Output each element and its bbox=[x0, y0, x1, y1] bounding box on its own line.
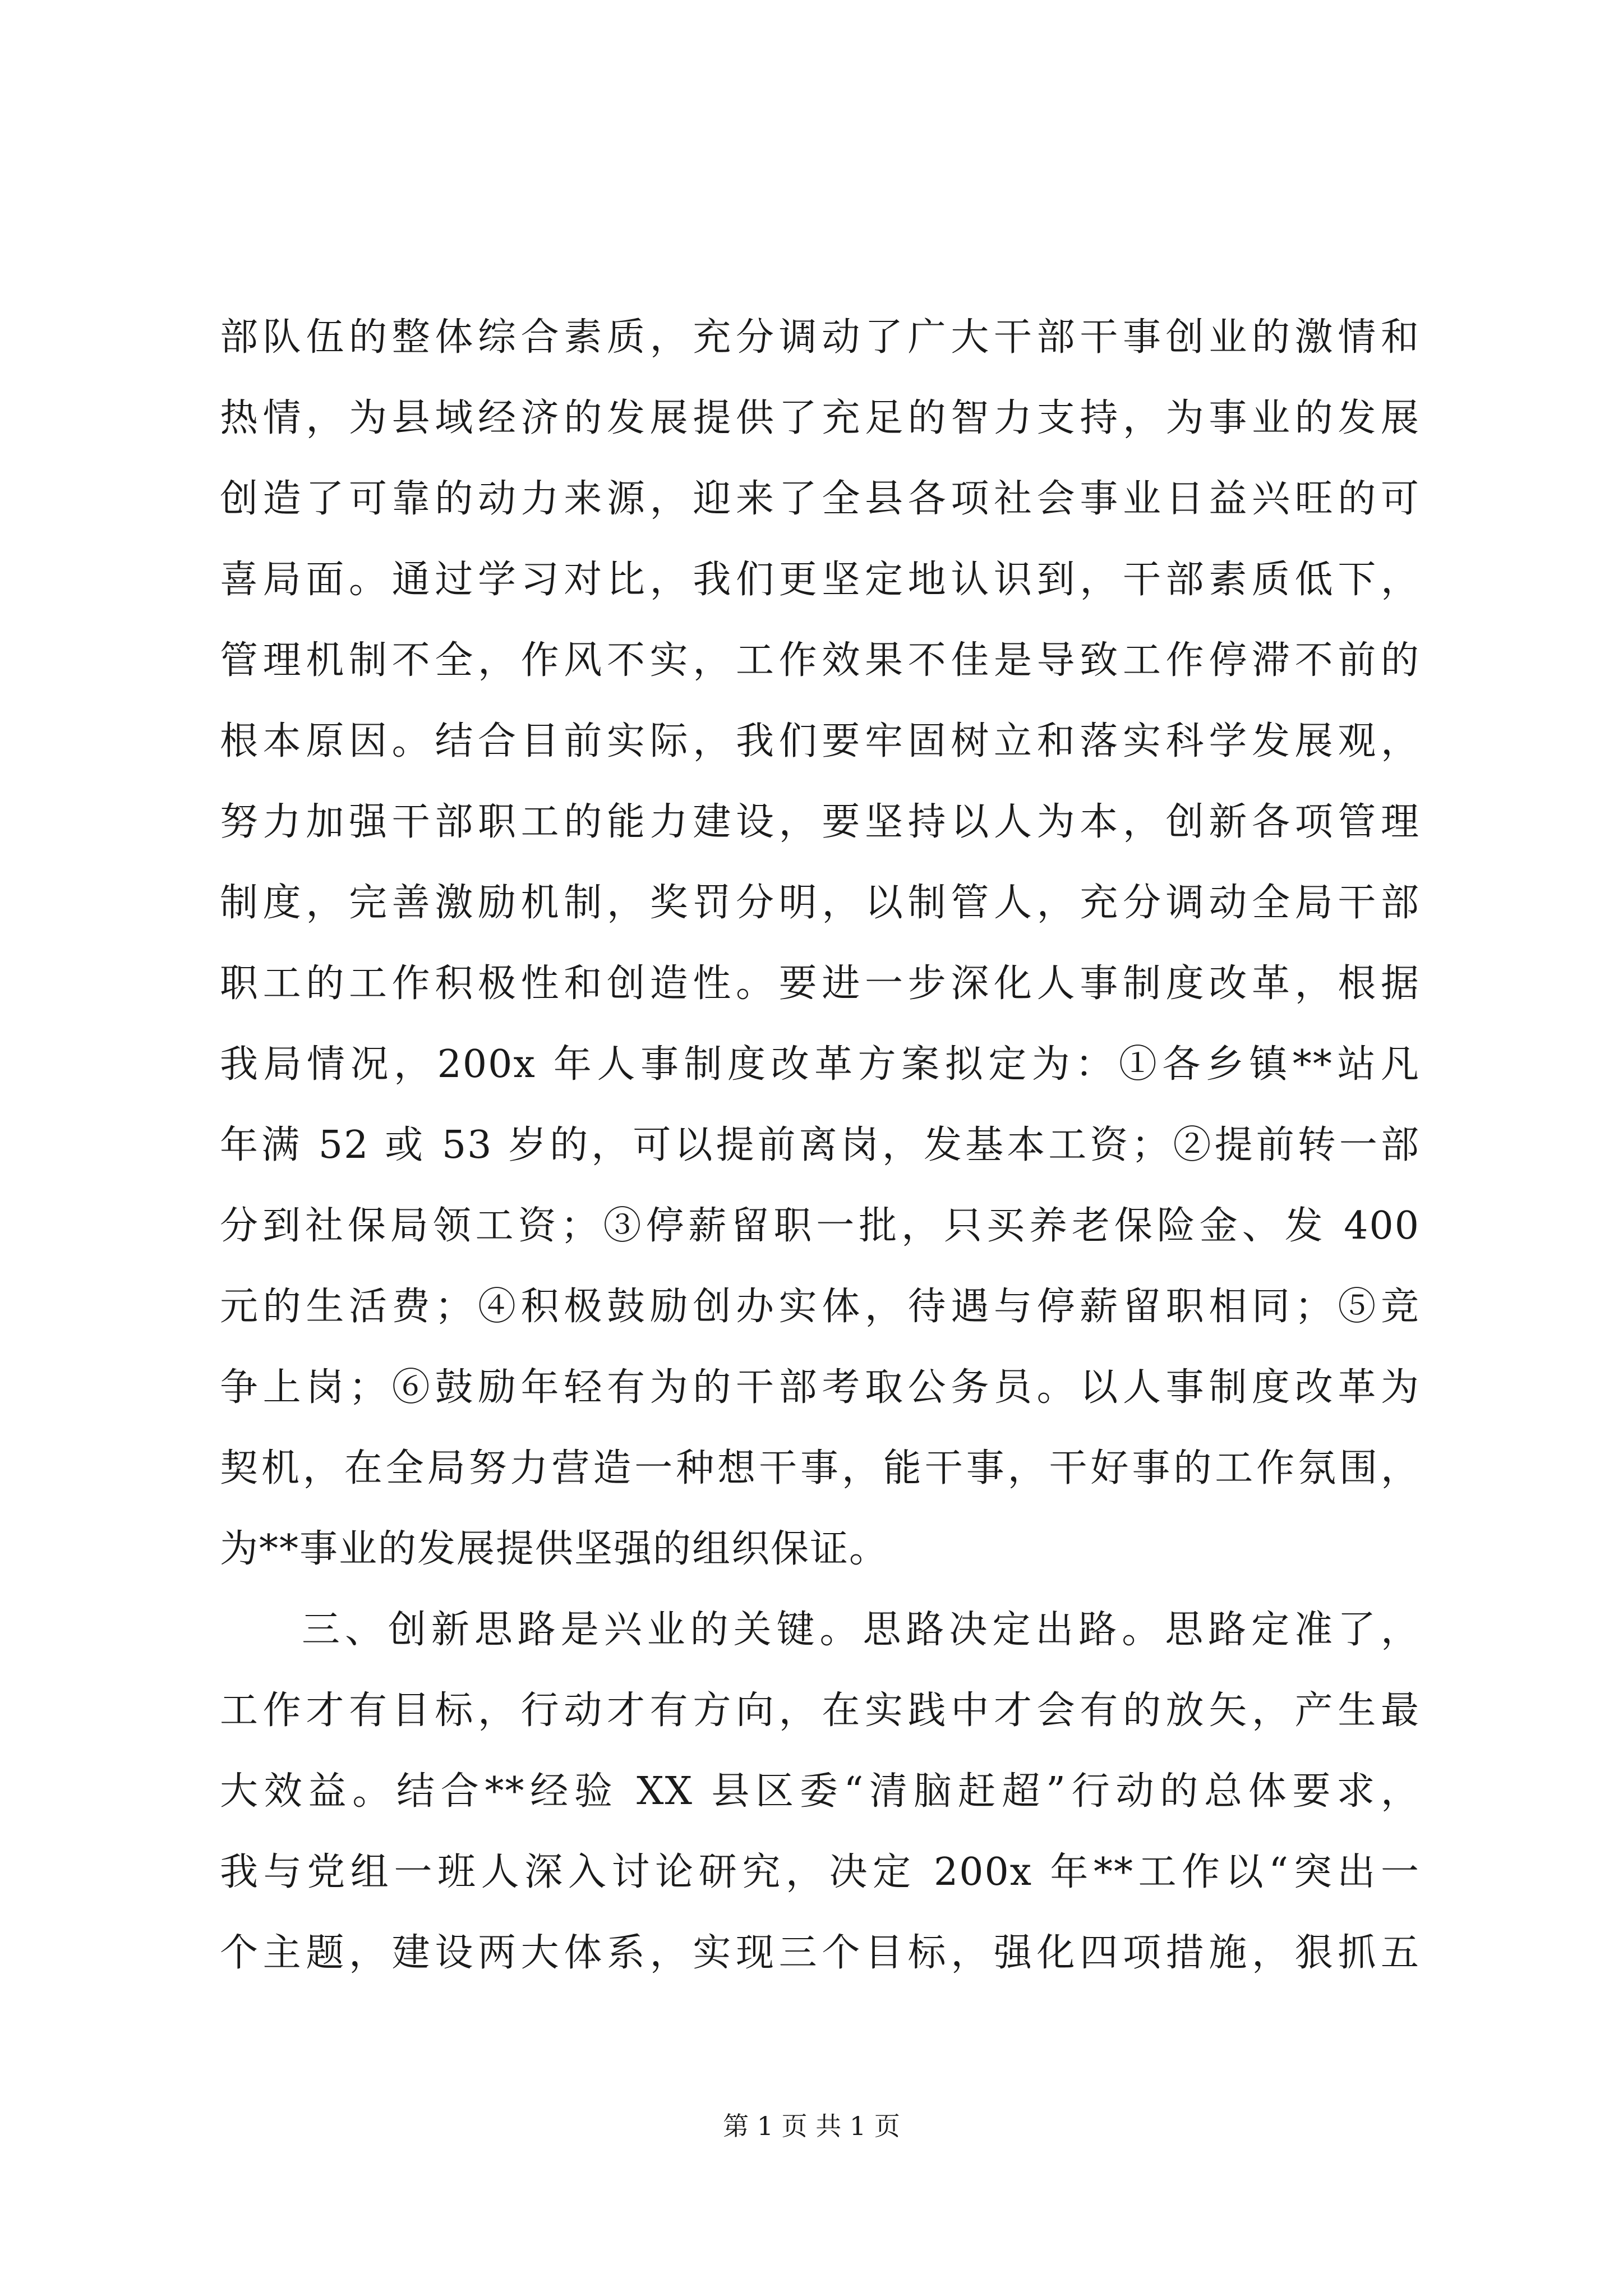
text-line: 我与党组一班人深入讨论研究，决定 200x 年**工作以“突出一 bbox=[220, 1850, 1420, 1894]
text-line: 分到社保局领工资；③停薪留职一批，只买养老保险金、发 400 bbox=[220, 1204, 1420, 1248]
text-line: 热情，为县域经济的发展提供了充足的智力支持，为事业的发展 bbox=[220, 396, 1420, 440]
text-line: 工作才有目标，行动才有方向，在实践中才会有的放矢，产生最 bbox=[220, 1688, 1420, 1733]
text-line: 争上岗；⑥鼓励年轻有为的干部考取公务员。以人事制度改革为 bbox=[220, 1365, 1420, 1410]
page-number-footer: 第 1 页 共 1 页 bbox=[723, 2111, 900, 2141]
text-line-paragraph-end: 为**事业的发展提供坚强的组织保证。 bbox=[220, 1527, 889, 1571]
text-line: 职工的工作积极性和创造性。要进一步深化人事制度改革，根据 bbox=[220, 961, 1420, 1006]
text-line: 我局情况，200x 年人事制度改革方案拟定为：①各乡镇**站凡 bbox=[220, 1042, 1420, 1087]
text-line: 部队伍的整体综合素质，充分调动了广大干部干事创业的激情和 bbox=[220, 315, 1420, 360]
text-line: 元的生活费；④积极鼓励创办实体，待遇与停薪留职相同；⑤竞 bbox=[220, 1285, 1420, 1329]
text-line: 喜局面。通过学习对比，我们更坚定地认识到，干部素质低下， bbox=[220, 558, 1420, 602]
text-line-paragraph-start: 三、创新思路是兴业的关键。思路决定出路。思路定准了， bbox=[302, 1608, 1420, 1652]
text-line: 创造了可靠的动力来源，迎来了全县各项社会事业日益兴旺的可 bbox=[220, 477, 1420, 521]
text-line: 契机，在全局努力营造一种想干事，能干事，干好事的工作氛围， bbox=[220, 1446, 1420, 1490]
text-line: 年满 52 或 53 岁的，可以提前离岗，发基本工资；②提前转一部 bbox=[220, 1123, 1420, 1167]
text-line: 大效益。结合**经验 XX 县区委“清脑赶超”行动的总体要求， bbox=[220, 1769, 1420, 1814]
text-line: 努力加强干部职工的能力建设，要坚持以人为本，创新各项管理 bbox=[220, 800, 1420, 844]
text-line: 根本原因。结合目前实际，我们要牢固树立和落实科学发展观， bbox=[220, 719, 1420, 763]
text-line: 个主题，建设两大体系，实现三个目标，强化四项措施，狠抓五 bbox=[220, 1931, 1420, 1975]
document-body bbox=[220, 297, 1420, 1994]
text-line: 管理机制不全，作风不实，工作效果不佳是导致工作停滞不前的 bbox=[220, 638, 1420, 683]
text-line: 制度，完善激励机制，奖罚分明，以制管人，充分调动全局干部 bbox=[220, 881, 1420, 925]
